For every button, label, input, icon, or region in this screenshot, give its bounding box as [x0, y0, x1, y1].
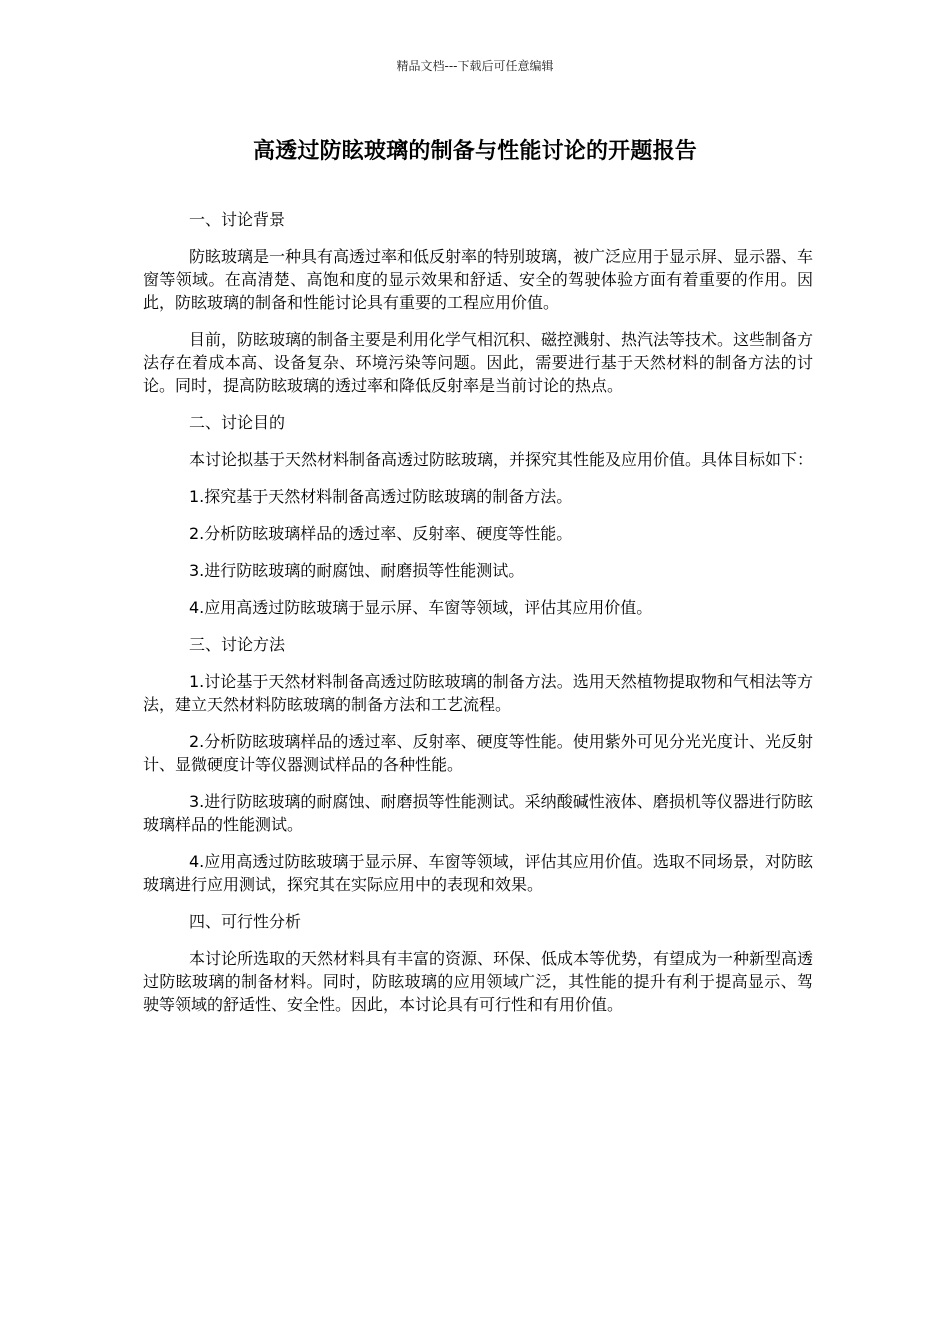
purpose-item-3: 3.进行防眩玻璃的耐腐蚀、耐磨损等性能测试。 [189, 561, 525, 580]
section-heading-background: 一、讨论背景 [189, 210, 286, 229]
section-heading-purpose: 二、讨论目的 [189, 413, 286, 432]
paragraph-purpose-intro: 本讨论拟基于天然材料制备高透过防眩玻璃，并探究其性能及应用价值。具体目标如下： [189, 450, 814, 469]
document-body [143, 208, 813, 1030]
document-title: 高透过防眩玻璃的制备与性能讨论的开题报告 [252, 139, 697, 164]
paragraph-feasibility-1: 本讨论所选取的天然材料具有丰富的资源、环保、低成本等优势，有望成为一种新型高透过防眩玻璃的制备材料。同时，防眩玻璃的应用领域广泛，其性能的提升有利于提高显示、驾驶等领域的舒适性、安全性。因此，本讨论具有可行性和有用价值。 [143, 949, 814, 1014]
paragraph-background-2: 目前，防眩玻璃的制备主要是利用化学气相沉积、磁控溅射、热汽法等技术。这些制备方法存在着成本高、设备复杂、环境污染等问题。因此，需要进行基于天然材料的制备方法的讨论。同时，提高防眩玻璃的透过率和降低反射率是当前讨论的热点。 [143, 330, 814, 395]
method-item-1: 1.讨论基于天然材料制备高透过防眩玻璃的制备方法。选用天然植物提取物和气相法等方法，建立天然材料防眩玻璃的制备方法和工艺流程。 [143, 672, 813, 714]
purpose-item-2: 2.分析防眩玻璃样品的透过率、反射率、硬度等性能。 [189, 524, 573, 543]
method-item-4: 4.应用高透过防眩玻璃于显示屏、车窗等领域，评估其应用价值。选取不同场景，对防眩玻璃进行应用测试，探究其在实际应用中的表现和效果。 [143, 852, 813, 894]
purpose-item-4: 4.应用高透过防眩玻璃于显示屏、车窗等领域，评估其应用价值。 [189, 598, 653, 617]
paragraph-background-1: 防眩玻璃是一种具有高透过率和低反射率的特别玻璃，被广泛应用于显示屏、显示器、车窗等领域。在高清楚、高饱和度的显示效果和舒适、安全的驾驶体验方面有着重要的作用。因此，防眩玻璃的制备和性能讨论具有重要的工程应用价值。 [143, 247, 814, 312]
method-item-3: 3.进行防眩玻璃的耐腐蚀、耐磨损等性能测试。采纳酸碱性液体、磨损机等仪器进行防眩玻璃样品的性能测试。 [143, 792, 813, 834]
header-note: 精品文档---下载后可任意编辑 [396, 59, 554, 73]
purpose-item-1: 1.探究基于天然材料制备高透过防眩玻璃的制备方法。 [189, 487, 573, 506]
method-item-2: 2.分析防眩玻璃样品的透过率、反射率、硬度等性能。使用紫外可见分光光度计、光反射计、显微硬度计等仪器测试样品的各种性能。 [143, 732, 813, 774]
section-heading-method: 三、讨论方法 [189, 635, 286, 654]
section-heading-feasibility: 四、可行性分析 [189, 912, 302, 931]
